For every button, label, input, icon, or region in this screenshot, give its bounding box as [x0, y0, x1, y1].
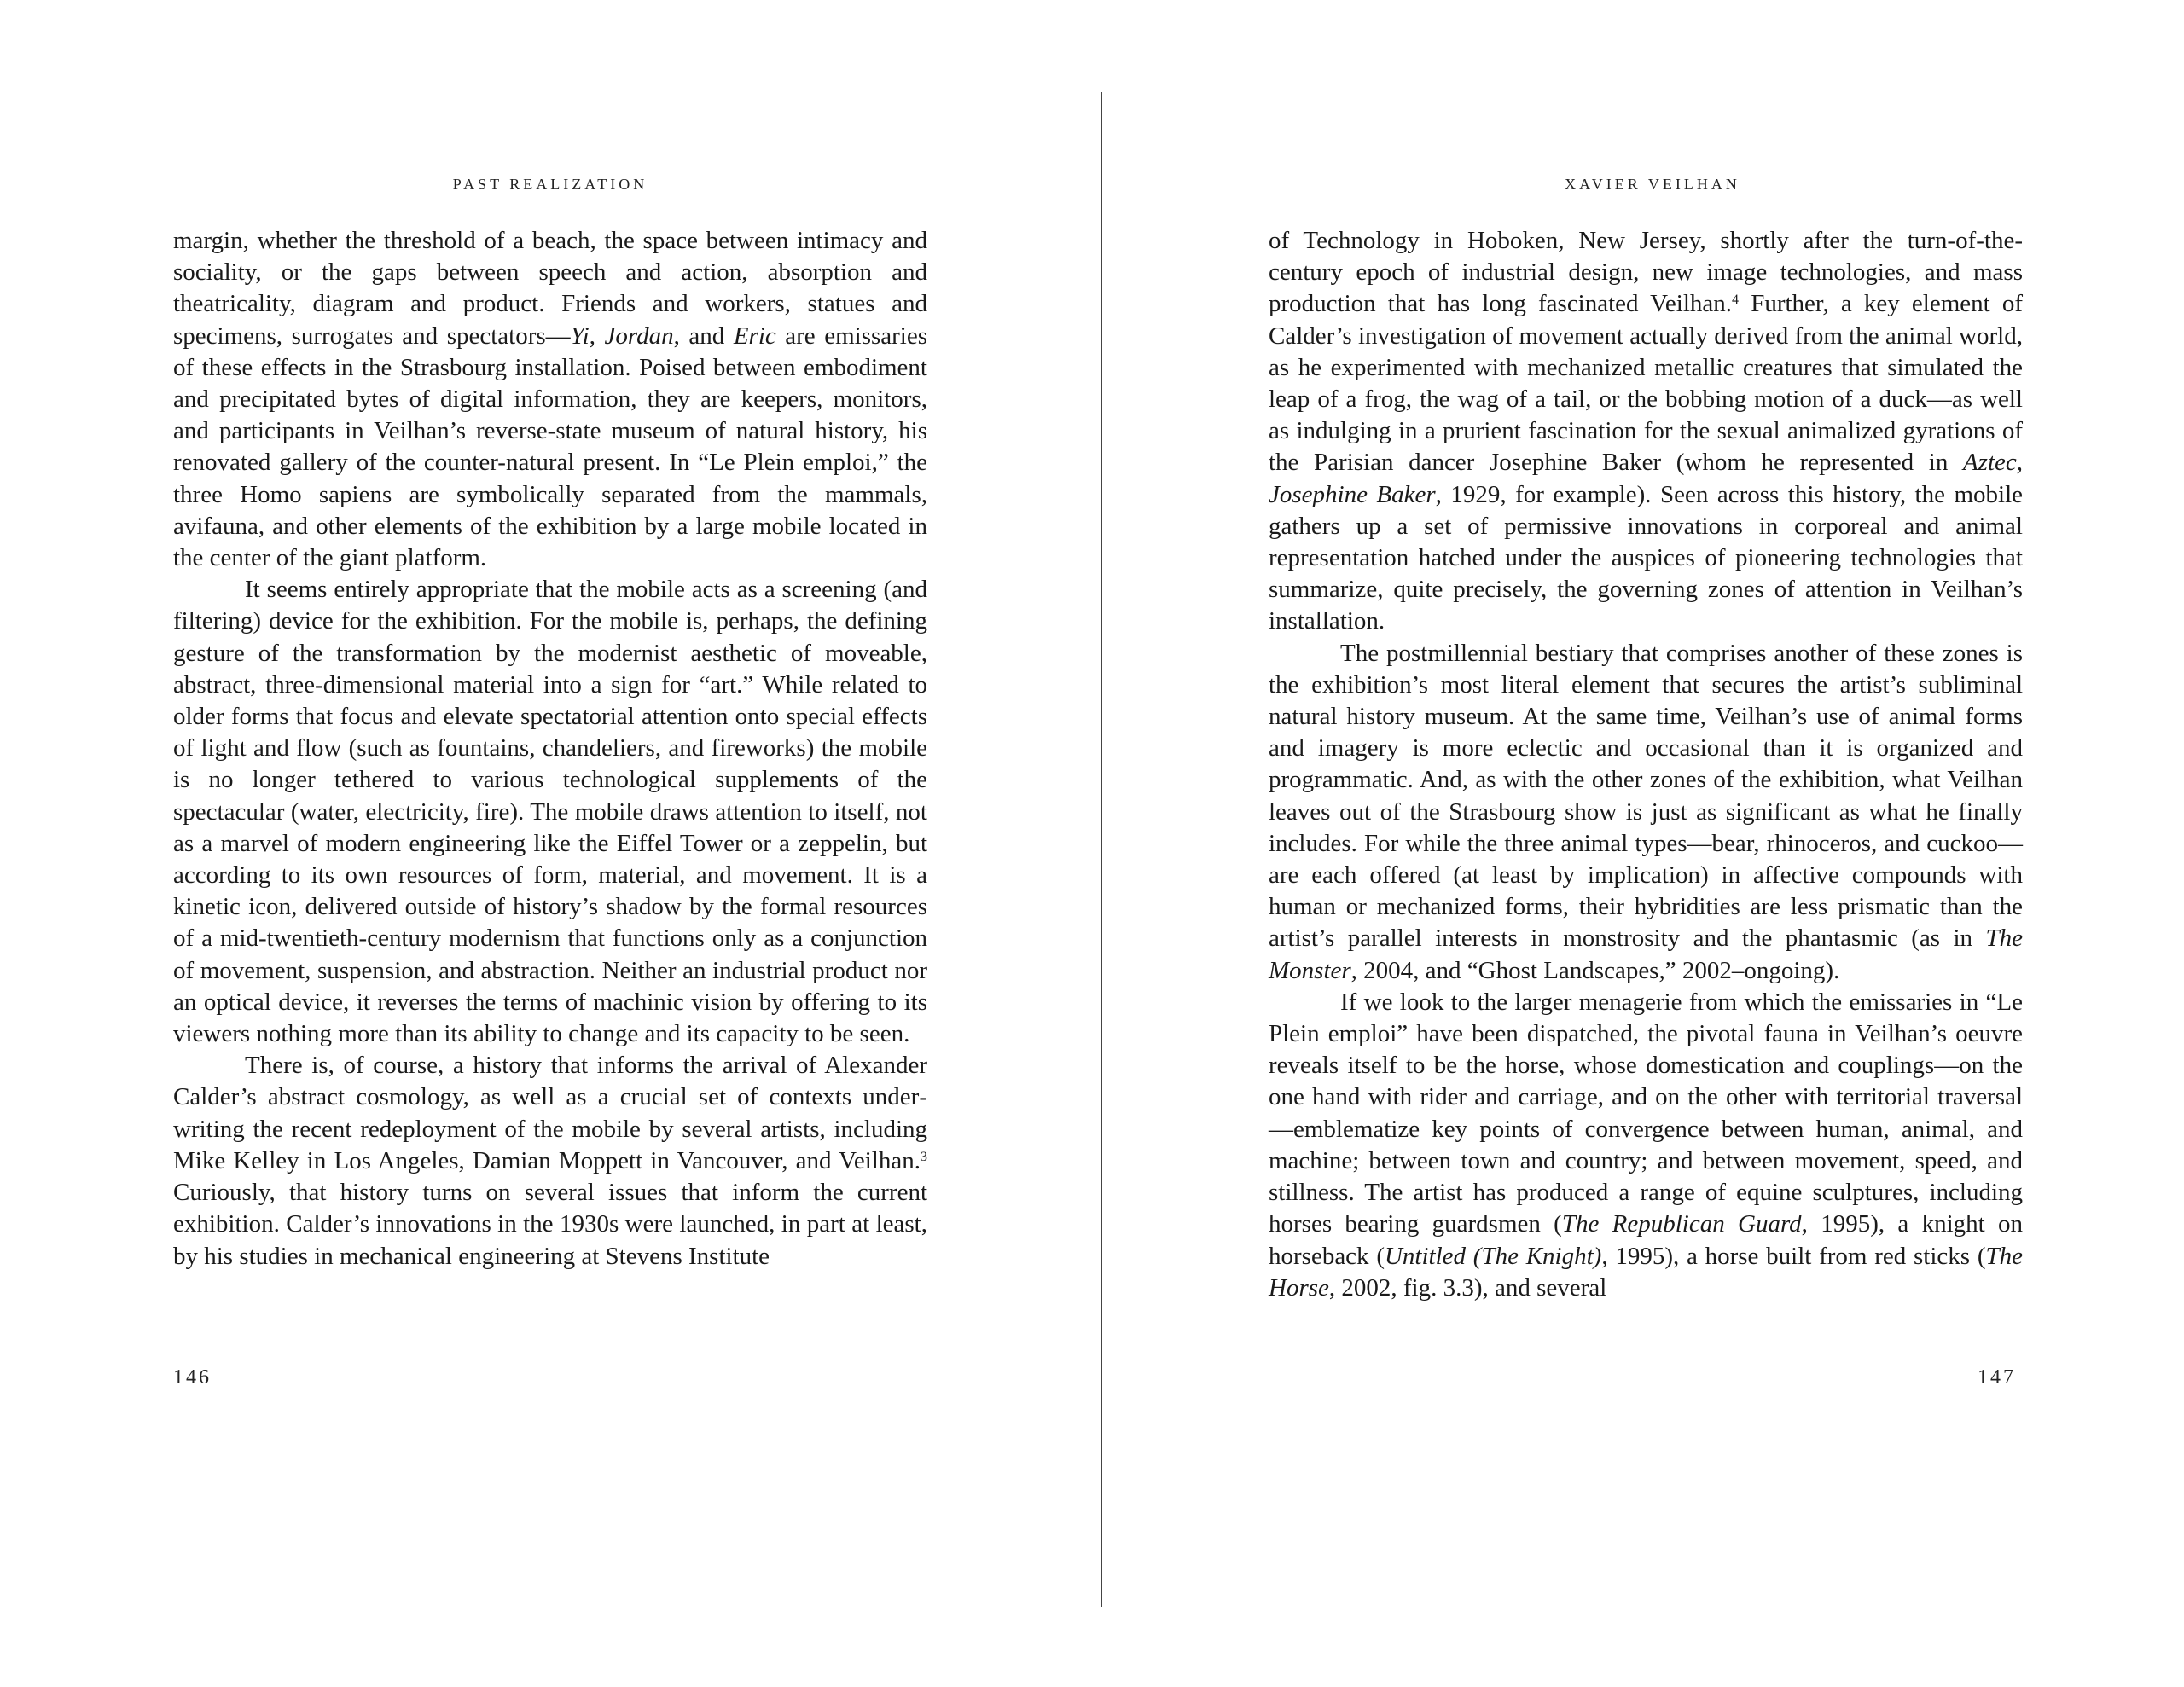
text-run: If we look to the larger menagerie from which the emissaries in “Le Plein emploi” have been dispatched, the pivotal fauna in Veilhan’s oeuvre reveals itself to be the horse, whose domestication and couplings—on the one hand with rider and carriage, and on the other with territorial traversal—emblematize key points of convergence between human, animal, and machine; between town and country; and between movement, speed, and stillness. The artist has produced a range of equine sculptures, including horses bearing guardsmen (	[1269, 988, 2023, 1238]
running-head: PAST REALIZATION	[452, 176, 648, 193]
italic-title: Aztec, Josephine Baker	[1269, 449, 2023, 508]
right-page	[1102, 0, 2184, 1687]
italic-title: Yi	[570, 322, 590, 350]
running-head: XAVIER VEILHAN	[1565, 176, 1740, 193]
footnote-ref: 3	[921, 1149, 927, 1164]
text-run: Curiously, that history turns on several issues that inform the current exhibition. Calder’s innovations in the 1930s were launched, in part at least, by his studies in mechanical engineering at Stevens Institute	[173, 1179, 927, 1270]
text-run: margin, whether the threshold of a beach, the space between intimacy and sociality, or the gaps between speech and action, absorption and theatricality, diagram and product. Friends and workers, statues and specimens, surrogates and spectators—	[173, 227, 927, 350]
italic-title: The Republican Guard	[1561, 1210, 1802, 1238]
paragraph	[173, 574, 927, 1050]
text-run: , 2004, and “Ghost Landscapes,” 2002–ongoing).	[1350, 956, 1840, 984]
footnote-ref: 4	[1732, 293, 1740, 308]
paragraph	[173, 1050, 927, 1272]
paragraph	[1269, 638, 2023, 987]
text-run: are emissaries of these effects in the Strasbourg installation. Poised between embodiment and precipitated bytes of digital information, they are keepers, monitors, and participants in Veilhan’s reverse-state museum of natural history, his renovated gallery of the counter-natural present. In “Le Plein emploi,” the three Homo sapiens are symbolically separated from the mammals, avifauna, and other elements of the exhibition by a large mobile located in the center of the giant platform.	[173, 322, 928, 572]
paragraph	[173, 225, 927, 574]
text-run: , 1995), a horse built from red sticks (	[1601, 1242, 1986, 1270]
text-run: , 2002, fig. 3.3), and several	[1328, 1273, 1607, 1301]
paragraph	[1269, 225, 2023, 638]
text-run: , 1995), a knight on horseback (	[1269, 1210, 2023, 1270]
italic-title: Eric	[733, 322, 776, 350]
italic-title: Untitled (The Knight)	[1384, 1242, 1602, 1270]
italic-title: Jordan	[604, 322, 674, 350]
page-number: 146	[173, 1366, 212, 1388]
body-text	[173, 225, 927, 1272]
text-run: ,	[589, 322, 605, 350]
text-run: , and	[673, 322, 734, 350]
page-number: 147	[1978, 1366, 2016, 1388]
text-run: There is, of course, a history that informs the arrival of Alexander Calder’s abstract cosmology, as well as a crucial set of contexts underwriting the recent redeployment of the mobile by several artists, including Mike Kelley in Los Angeles, Damian Moppett in Vancouver, and Veilhan.	[173, 1052, 927, 1174]
text-run: The postmillennial bestiary that comprises another of these zones is the exhibition’s most literal element that secures the artist’s subliminal natural history museum. At the same time, Veilhan’s use of animal forms and imagery is more eclectic and occasional than it is organized and programmatic. And, as with the other zones of the exhibition, what Veilhan leaves out of the Strasbourg show is just as significant as what he finally includes. For while the three animal types—bear, rhinoceros, and cuckoo—are each offered (at least by implication) in affective compounds with human or mechanized forms, their hybridities are less prismatic than the artist’s parallel interests in monstrosity and the phantasmic (as in	[1269, 639, 2023, 953]
text-run: , 1929, for example). Seen across this history, the mobile gathers up a set of permissive innovations in corporeal and animal representation hatched under the auspices of pioneering technologies that summarize, quite precisely, the governing zones of attention in Veilhan’s installation.	[1269, 480, 2023, 635]
paragraph	[1269, 987, 2023, 1304]
text-run: Further, a key element of Calder’s investigation of movement actually derived from the animal world, as he experimented with mechanized metallic creatures that simulated the leap of a frog, the wag of a tail, or the bobbing motion of a duck—as well as indulging in a prurient fascination for the sexual animalized gyrations of the Parisian dancer Josephine Baker (whom he represented in	[1269, 290, 2023, 477]
text-run: of Technology in Hoboken, New Jersey, shortly after the turn-of-the-century epoch of industrial design, new image technologies, and mass production that has long fascinated Veilhan.	[1269, 227, 2023, 318]
italic-title: The Monster	[1269, 925, 2023, 984]
body-text	[1269, 225, 2023, 1304]
italic-title: The Horse	[1269, 1242, 2023, 1301]
text-run: It seems entirely appropriate that the mobile acts as a screening (and filtering) device for the exhibition. For the mobile is, perhaps, the defining gesture of the transformation by the modernist aesthetic of moveable, abstract, three-dimensional material into a sign for “art.” While related to older forms that focus and elevate spectatorial attention onto special effects of light and flow (such as fountains, chandeliers, and fireworks) the mobile is no longer tethered to various technological supplements of the spectacular (water, electricity, fire). The mobile draws attention to itself, not as a marvel of modern engineering like the Eiffel Tower or a zeppelin, but according to its own resources of form, material, and movement. It is a kinetic icon, delivered outside of history’s shadow by the formal resources of a mid-twentieth-century modernism that functions only as a conjunction of movement, suspension, and abstraction. Neither an industrial product nor an optical device, it reverses the terms of machinic vision by offering to its viewers nothing more than its ability to change and its capacity to be seen.	[173, 576, 927, 1048]
